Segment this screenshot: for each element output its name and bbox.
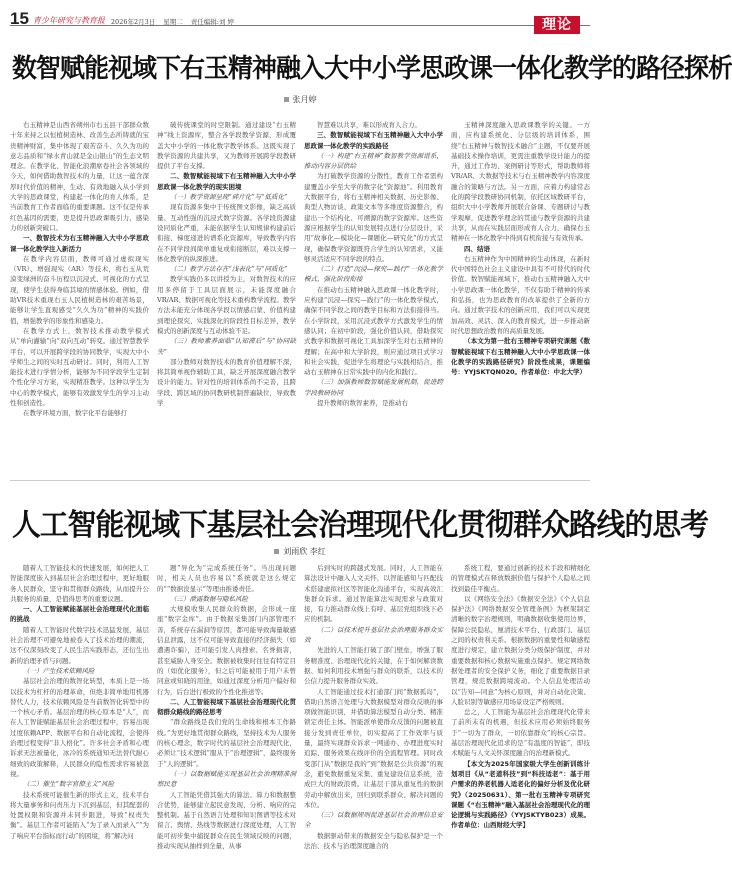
article2-title: 人工智能视域下基层社会治理现代化贯彻群众路线的思考 — [12, 508, 708, 543]
byline-square-icon — [274, 549, 279, 554]
paragraph: 人工智能凭借其强大的算法、算力和数据整合优势，能够建立起民意发现、分析、响应的完整机制。基于自然语言处理和知识图谱等技术对留言、舆情、热线等数据进行深度处理，人工智能可初步集中捕捉群众在民生领域反映的问题，推动实现从抽样到全量、从事 — [157, 790, 296, 851]
masthead-rule — [10, 25, 590, 26]
subsection-heading: （一）以数据赋能实现基层社会治理精准洞察民意 — [157, 769, 296, 789]
article1-author: 张月婷 — [292, 95, 317, 104]
paper-name: 青少年研究与教育报 — [32, 16, 105, 25]
subsection-heading: （二）打造“沉浸—探究—践行”一体化教学模式，强化阶段衔接 — [304, 265, 443, 284]
paragraph: 右玉精神作为中国精神的生动体现，在新时代中国特色社会主义建设中具有不可替代的时代价值。数智赋能视域下，推动右玉精神融入大中小学思政课一体化教学，不仅有助于精神的传承和弘扬，也为思政教育的改革提供了全新的方向。通过数字技术的创新应用，我们可以实现更加高效、灵活、深入的教育模式，进一步推动新时代思想政治教育的高质量发展。 — [451, 254, 590, 335]
subsection-heading: （二）教学方法存在“浅表化”与“同质化” — [170, 265, 288, 274]
paragraph: “群众路线是我们党的生命线和根本工作路线。”为更好地贯彻群众路线，坚持技术为人服务的核心理念，数字时代的基层社会治理现代化，必须让“技术逻辑”服从于“治理逻辑”，最终服务于“人的逻辑”。 — [157, 718, 296, 768]
paragraph: 教学实践仍多以讲授为主，对数智技术的应用多停留于工具层面展示，未能深度融合VR/AR、数据可视化等技术重构教学流程。教学方法未能充分体现各学段以情感启蒙、价值构建到理论探究、实践深化的阶段性目标差异，教学模式的创新深度与互动体验不足。 — [157, 275, 296, 335]
subsection-heading: （一）产生技术依赖风险 — [23, 666, 95, 675]
subsection-heading: （三）加强教师数智赋能发展机制，促进跨学段教研协同 — [304, 378, 443, 397]
article1-title: 数智赋能视域下右玉精神融入大中小学思政课一体化教学的路径探析 — [12, 54, 732, 84]
paragraph: 题”异化为“完成系统任务”。当出现问题时，相关人员也容易以“系统就是这么规定的”“数据没显示”等理由推诿责任。 — [157, 564, 296, 593]
section-heading: 二、人工智能视域下基层社会治理现代化贯彻群众路线的路径思考 — [157, 697, 296, 717]
paragraph: 在教学环境方面，数字化平台能够打 — [23, 409, 127, 418]
paragraph: 大规模收集人民群众的数据，会形成一座座“数字金库”。由于数据采集部门内部管理不善，系统存在漏洞等原因，都可能导致海量敏感信息泄露，这不仅可能导致直接的经济损失（如遭遇诈骗），还可能引发人肉搜索、名誉损害，甚至威胁人身安全。数据被收集时往往有特定目的（如优化服务），但之后可能被用于用户未曾同意或知晓的用途，如通过深度分析用户偏好和行为，后台进行极致的个性化推送等。 — [157, 605, 296, 696]
article2-column — [157, 563, 296, 873]
subsection-heading: （二）催生“数字官僚主义”风险 — [23, 780, 115, 789]
paragraph: 破传统课堂的时空限制。通过建设“右玉精神”线上资源库，整合各学段教学资源，形成覆盖大中小学的一体化数字教学体系。这既实现了教学资源的共建共享，又为教师开展跨学段教研提供了平台支撑。 — [157, 121, 296, 171]
paragraph: 数据驱动带来的数据安全与隐私保护是一个法治、技术与治理深度融合的 — [304, 831, 443, 851]
article1-body — [10, 120, 590, 472]
article2-column — [451, 563, 590, 873]
article1-column — [451, 120, 590, 472]
paragraph: 玉精神深度融入思政课教学的关键。一方面，应构建系统化、分层级的培训体系，围绕“右玉精神与数智技术融合”主题，不仅要开展基础技术操作培训，更需注重教学设计能力的提升，通过工作坊、案例研讨等形式，帮助教师将VR/AR、大数据等技术与右玉精神教学内容深度融合的策略与方法。另一方面，应着力构建常态化的跨学段教研协同机制，依托区域教研平台，组织大中小学教师开展联合备课、专题研讨与教学观摩，促进教学理念的贯通与教学资源的共建共享，从而在实践层面形成育人合力，确保右玉精神在一体化教学中得到有机衔接与有效传承。 — [451, 121, 590, 243]
paragraph: 提升教师的数智素养，是推动右 — [317, 399, 408, 408]
editor: 责任编辑:刘 婷 — [190, 18, 235, 26]
paragraph: 智慧难以共享，难以形成育人合力。 — [317, 121, 421, 129]
paragraph: 基层社会治理的数智化转型，本质上是一场以技术为杠杆的治理革命，但绝非简单地用机器替代人力，技术依赖风险是当前数智化转型中的一个核心矛盾。基层治理的核心原本是“人”，而在人工智能赋能基层社会治理过程中，容易出现过度依赖APP、数据平台和自动化流程，会使得治理过程变得“非人格化”。许多社会矛盾和心理诉求无法被量化，冰冷的系统通知无法替代耐心细致的政策解释，人民群众的隐性需求容易被忽视。 — [10, 677, 149, 778]
section-heading: 四、结语 — [464, 244, 490, 253]
paragraph: 现有资源多集中于传统图文影像，缺乏高质量、互动性强的沉浸式数字资源。各学段资源建设同质化严重，未能依据学生认知规律构建前后衔接、梯度递进的谱系化资源库，导致教学内容在不同学段间简单重复或衔接断层，难以支撑一体化教学的纵深推进。 — [157, 203, 296, 263]
paragraph: 随着人工智能技术的快速发展，如何把人工智能深度嵌入到基层社会治理过程中，更好地服务人民群众，坚守和贯彻群众路线，从而提升公共服务的质量，是值得思考的重要议题。 — [10, 564, 149, 603]
article1-column — [10, 120, 149, 472]
article2-author: 刘雨欣 李红 — [283, 547, 326, 556]
paragraph: 技术系统可能催生新的形式主义，技术平台将大量事务和问责压力下沉到基层，但其配套的处置权限和资源并未同步跟进，导致“权责失衡”。基层工作者可能陷入“为了录入而录入”“为了响应平台指标而行动”的困境，将“解决问 — [10, 790, 149, 840]
paragraph: 右玉精神是山西省朔州市右玉县干部群众数十年来持之以恒植树造林、改善生态所铸就的宝贵精神财富，集中体现了艰苦奋斗、久久为功的意志品质和“绿水青山就是金山银山”的生态文明理念。在教学化、智能化浪潮席卷社会各领域的今天，如何借助数智技术的力量，让这一蕴含深厚时代价值的精神，生动、有效地融入从小学到大学的思政课堂，构建起一体化的育人体系，是当前教育工作者面临的重要课题。这不仅是传承红色基因的需要，更是提升思政课吸引力、感染力的创新突破口。 — [10, 121, 149, 232]
article-divider — [10, 480, 590, 481]
paragraph: 随着人工智能时代数字技术迅猛发展，基层社会治理不可避免地被卷入了技术治理的潮流，这不仅深刻改变了人民生活实践形态，还衍生出新的治理矛盾与问题。 — [10, 625, 149, 665]
subsection-heading: （三）教师素养面临“认知滞后”与“协同缺失” — [157, 337, 296, 356]
section-heading: 三、数智赋能视域下右玉精神融入大中小学思政课一体化教学的实践路径 — [304, 131, 443, 150]
subsection-heading: （一）构建“右玉精神”数智教学资源谱系，推动内容分层供给 — [304, 151, 443, 171]
byline-square-icon — [284, 97, 289, 102]
paragraph: 在教学内容层面，教师可通过虚拟现实（VR）、增强现实（AR）等技术，将右玉从荒漠变绿洲的奋斗历程以沉浸式、可视化的方式呈现，使学生获得身临其境的情感体验。例如，借助VR技术重现右玉人民植树造林的艰苦场景，能够让学生直观感受“久久为功”精神的实践价值，增强教学的形象性和感染力。 — [10, 254, 149, 325]
subsection-heading: （二）以技术提升基层社会治理服务群众实效 — [304, 625, 443, 645]
article2-column — [10, 563, 149, 873]
section-heading: 二、数智赋能视域下右玉精神融入大中小学思政课一体化教学的现实困境 — [157, 172, 296, 191]
subsection-heading: （一）教学资源呈现“碎片化”与“低质化” — [170, 193, 288, 202]
paragraph: 人工智能通过技术打通部门间“数据孤岛”，借助自然语言处理与大数据模型对群众反映的事项做智能识别，并借助算法模型自动分类、精准锁定责任主体。智能派单使群众反馈的问题被直接分发到责任单位，切实提高了工作效率与质量，最终实现群众诉求一网通办、办理进度实时追踪、服务效果在线评价的全流程管理。同时改变部门从“数据是我的”到“数据是公共资源”的观念，避免数据重复采集、重复建设信息系统，造成巨大的财政浪费。让基层干部从重复性的数据劳动中解放出来，回归到联系群众、解决问题的本位。 — [304, 687, 443, 809]
issue-date: 2026年2月3日 — [110, 18, 156, 26]
article2-body — [10, 563, 590, 873]
paragraph: 在推动右玉精神融入思政课一体化教学时，应构建“沉浸—探究—践行”的一体化教学模式，确保不同学段之间的教学目标和方法衔接得当。在小学阶段，采用沉浸式教学方式激发学生的情感认同；在初中阶段，强化价值认同，借助探究式教学和数据可视化工具加深学生对右玉精神的理解；在高中和大学阶段，则应通过项目式学习和社会实践，促进学生将理论与实践相结合，推动右玉精神在日常实践中的内化和践行。 — [304, 285, 443, 377]
article2-byline — [0, 546, 600, 557]
weekday: 星期二 — [163, 18, 183, 26]
article1-column — [304, 120, 443, 472]
section-badge: 理论 — [534, 16, 580, 34]
article1-byline — [0, 94, 600, 105]
subsection-heading: （三）以数据规则促进基层社会治理信息安全 — [304, 811, 443, 830]
paragraph: 总之，人工智能为基层社会治理现代化带来了前所未有的机遇，但技术应用必须始终服务于“一切为了群众，一切依靠群众”的核心宗旨。基层治理现代化追求的是“有温度的智能”，即技术赋能与人文关怀深度融合的治理新模式。 — [451, 708, 590, 758]
section-heading: 一、数智技术为右玉精神融入大中小学思政课一体化教学注入新活力 — [10, 234, 149, 253]
paragraph: 在教学方式上，数智技术推动教学模式从“单向灌输”向“双向互动”转变。通过智慧教学平台，可以开展跨学段的协同教学，实现大中小学师生之间的实时互动研讨。同时，利用人工智能技术进行学情分析，能够为不同学段学生定制个性化学习方案，实现精准教学。这种以学生为中心的教学模式，能够有效激发学生的学习主动性和创造性。 — [10, 326, 149, 408]
article2-column — [304, 563, 443, 873]
masthead-bar — [10, 9, 590, 28]
paragraph: 以《网络安全法》《数据安全法》《个人信息保护法》《网络数据安全管理条例》为框架制定清晰的数字治理规则，明确数据收集使用边界，保障公民隐私，厘清技术平台、行政部门、基层之间的权责利关系。根据数据的重要性和敏感程度进行规定，建立数据分类分级保护制度，并对重要数据和核心数据实施重点保护。规定网络数据处理者的安全保护义务，细化了重要数据目录管理，规范数据跨境流动。个人信息处理活动以“告知—同意”为核心原则，并对自动化决策、人脸识别等敏感应用场景设定严格规则。 — [451, 594, 590, 706]
subsection-heading: （三）泄露数据与隐私风险 — [170, 594, 248, 603]
article1-column — [157, 120, 296, 472]
paragraph: 先进的人工智能打破了部门壁垒，增强了服务精准度、治理现代化的关键，在于如何解读数据、如何利用技术增强与群众的联系，以技术的公信力提升服务群众实效。 — [304, 646, 443, 686]
page-number: 15 — [10, 9, 29, 28]
paragraph: 部分教师对数智技术的教育价值理解不深，将其简单视作辅助工具，缺乏开展深度融合教学设计的能力。针对性的培训体系尚不完善，且跨学段、跨区域的协同教研机制普遍缺位，导致教学 — [157, 357, 296, 408]
section-heading: 一、人工智能赋能基层社会治理现代化面临的挑战 — [10, 605, 149, 624]
footnote: （本文为第一批右玉精神专项研究课题《数智赋能视域下右玉精神融入大中小学思政课一体化教学的实践路径研究》阶段性成果，课题编号：YYJSKTQN020。作者单位：中北大学） — [451, 337, 590, 377]
footnote: 【本文为2025年国家级大学生创新训练计划项目《从“老道科技”到“科技适老”：基于用户需求的养老机器人适老化的偏好分析及优化研究》（20250631）、第一批右玉精神专项研究课题《“右玉精神”融入基层社会治理现代化的理论逻辑与实践路径》（YYJSKTYB023）成果。作者单位：山西财经大学】 — [451, 759, 590, 830]
paragraph: 系统工程，要通过创新的技术手段和精细化的管理模式在释放数据价值与保护个人隐私之间找到最佳平衡点。 — [451, 564, 590, 593]
paragraph: 为打破教学资源的分散性，教育工作者需构建覆盖小学至大学的数字化“资源池”。利用教育大数据平台，将右玉精神相关数据、历史影像、典型人物访谈、政策文本等多维度资源整合，构建出一个结构化、可溯源的数字资源库。这些资源应根据学生的认知发展特点进行分层设计，采用“故事化—模块化—课题化—研究化”的方式呈现，确保教学资源既符合学生的认知需求，又能够灵活适应不同学段的特点。 — [304, 172, 443, 263]
paragraph: 后到实时的跨越式发展。同时，人工智能在算法设计中融入人文关怀，以智能感知与匹配技术搭建虚拟社区等智能化沟通平台，实现高效汇集群众诉求。通过智能算法实现需求与政策对接，有力推动群众线上有呼、基层党组织线下必应的机制。 — [304, 564, 443, 624]
